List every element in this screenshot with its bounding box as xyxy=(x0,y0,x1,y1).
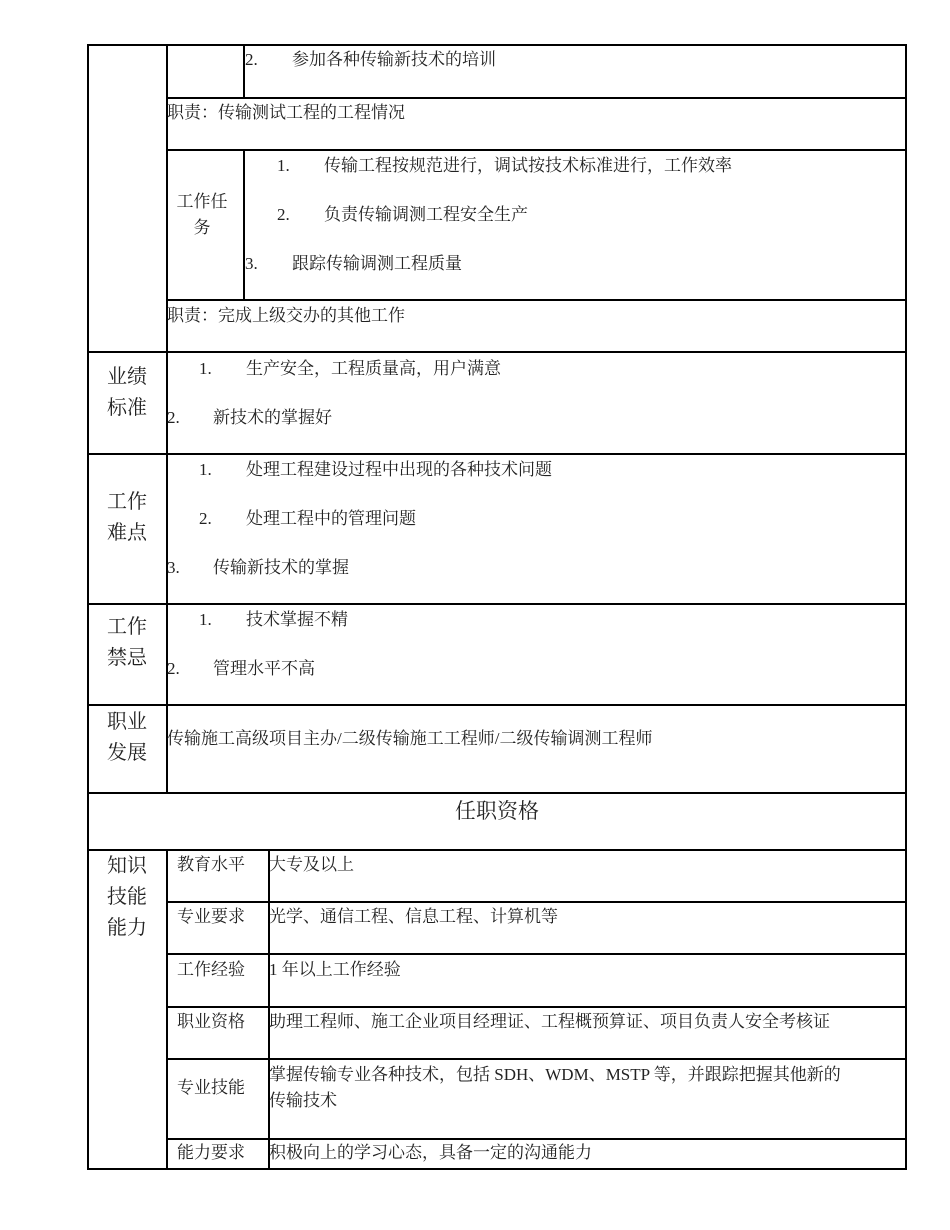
list-number: 2. xyxy=(277,205,290,224)
qual-row-value: 助理工程师、施工企业项目经理证、工程概预算证、项目负责人安全考核证 xyxy=(269,1012,830,1031)
qual-row-label: 职业资格 xyxy=(177,1012,245,1031)
qual-row-value: 1 年以上工作经验 xyxy=(269,960,401,979)
qual-row-label: 能力要求 xyxy=(177,1143,245,1162)
list-number: 3. xyxy=(167,558,180,577)
task-label: 工作任务 xyxy=(176,192,228,237)
taboo-label: 工作禁忌 xyxy=(107,616,147,669)
row-divider xyxy=(166,97,907,99)
qual-row-divider xyxy=(166,901,907,903)
list-number: 2. xyxy=(167,408,180,427)
section-divider xyxy=(87,603,907,605)
qual-row-value: 大专及以上 xyxy=(269,855,354,874)
performance-item: 新技术的掌握好 xyxy=(213,408,332,427)
career-path: 传输施工高级项目主办/二级传输施工工程师/二级传输调测工程师 xyxy=(167,729,653,748)
duty-other-title: 职责：完成上级交办的其他工作 xyxy=(167,306,405,325)
qual-row-label: 专业要求 xyxy=(177,907,245,926)
list-number: 1. xyxy=(277,156,290,175)
qual-row-label: 专业技能 xyxy=(177,1078,245,1097)
qual-row-divider xyxy=(166,1006,907,1008)
task-subcolumn-divider xyxy=(243,149,245,300)
section-divider xyxy=(87,351,907,353)
task-item: 负责传输调测工程安全生产 xyxy=(324,205,528,224)
list-number: 2. xyxy=(167,659,180,678)
table-right-border xyxy=(905,44,907,1169)
row-divider xyxy=(166,149,907,151)
list-number: 2. xyxy=(245,50,258,69)
table-bottom-border xyxy=(87,1168,907,1170)
taboo-item: 管理水平不高 xyxy=(213,659,315,678)
list-number: 1. xyxy=(199,359,212,378)
duty-transmission-title: 职责：传输测试工程的工程情况 xyxy=(167,103,405,122)
qual-value-column-divider xyxy=(268,849,270,1169)
career-label: 职业发展 xyxy=(107,711,147,764)
section-divider xyxy=(87,704,907,706)
qual-row-divider xyxy=(166,1138,907,1140)
section-divider xyxy=(87,792,907,794)
difficulty-item: 处理工程中的管理问题 xyxy=(246,509,416,528)
qual-row-value-line2: 传输技术 xyxy=(269,1091,337,1110)
task-item: 参加各种传输新技术的培训 xyxy=(292,50,496,69)
qual-label-column-divider xyxy=(166,849,168,1169)
difficulty-item: 传输新技术的掌握 xyxy=(213,558,349,577)
qual-row-label: 教育水平 xyxy=(177,855,245,874)
section-divider xyxy=(87,453,907,455)
knowledge-skill-label: 知识技能能力 xyxy=(107,855,147,939)
qual-row-value: 积极向上的学习心态，具备一定的沟通能力 xyxy=(269,1143,592,1162)
task-item: 跟踪传输调测工程质量 xyxy=(292,254,462,273)
qual-row-label: 工作经验 xyxy=(177,960,245,979)
row-divider xyxy=(166,299,907,301)
list-number: 2. xyxy=(199,509,212,528)
table-left-border xyxy=(87,44,89,1169)
qual-row-value: 掌握传输专业各种技术，包括 SDH、WDM、MSTP 等，并跟踪把握其他新的 xyxy=(269,1065,841,1084)
qual-row-divider xyxy=(166,1058,907,1060)
difficulty-item: 处理工程建设过程中出现的各种技术问题 xyxy=(246,460,552,479)
qual-row-value: 光学、通信工程、信息工程、计算机等 xyxy=(269,907,558,926)
table-top-border xyxy=(87,44,907,46)
list-number: 3. xyxy=(245,254,258,273)
list-number: 1. xyxy=(199,460,212,479)
section-divider xyxy=(87,849,907,851)
performance-item: 生产安全，工程质量高，用户满意 xyxy=(246,359,501,378)
task-item: 传输工程按规范进行，调试按技术标准进行，工作效率 xyxy=(324,156,732,175)
qual-row-divider xyxy=(166,953,907,955)
list-number: 1. xyxy=(199,610,212,629)
difficulty-label: 工作难点 xyxy=(107,491,147,544)
taboo-item: 技术掌握不精 xyxy=(246,610,348,629)
qualification-title: 任职资格 xyxy=(455,799,539,823)
performance-label: 业绩标准 xyxy=(107,366,147,419)
